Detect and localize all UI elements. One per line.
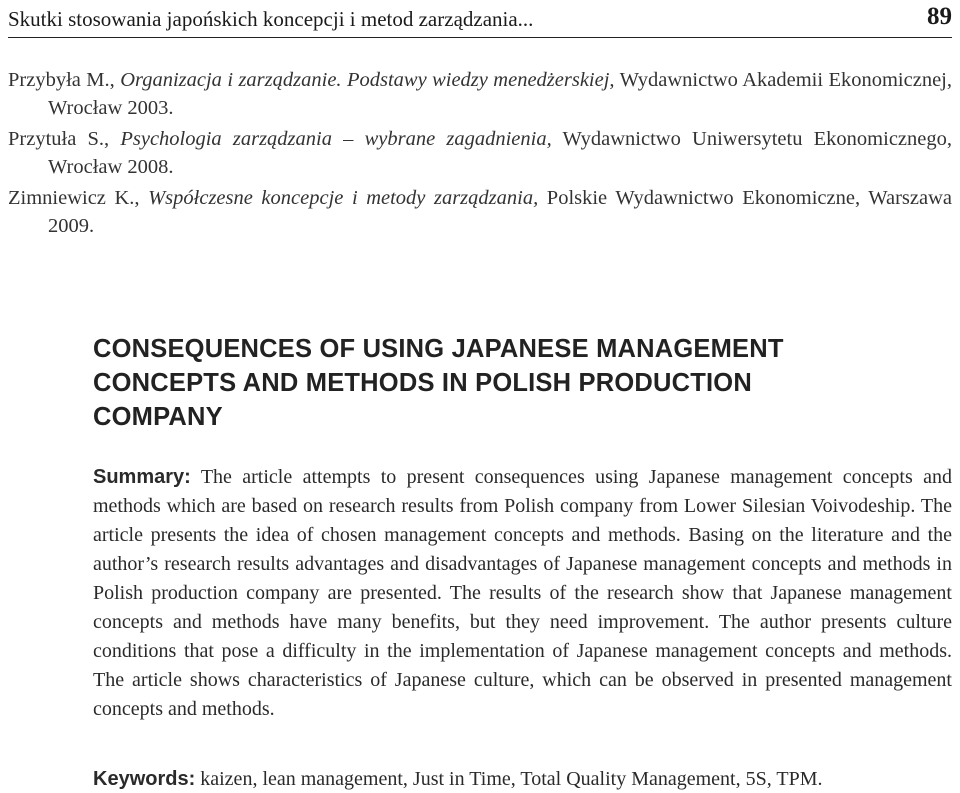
running-title: Skutki stosowania japońskich koncepcji i metod zarządzania...	[8, 7, 534, 31]
summary-paragraph	[93, 463, 952, 724]
reference-list	[8, 66, 952, 243]
reference-title: Współczesne koncepcje i metody zarządzania,	[148, 187, 539, 209]
reference-publisher: Wydawnictwo Uniwersytetu Ekonomicznego, Wrocław 2008.	[48, 128, 952, 178]
summary-text: The article attempts to present consequences using Japanese management concepts and methods which are based on research results from Polish company from Lower Silesian Voivodeship. The article presents the idea of chosen management concepts and methods. Basing on the literature and the author’s research results advantages and disadvantages of Japanese management concepts and methods in Polish production company are presented. The results of the research show that Japanese management concepts and methods have many benefits, but they need improvement. The author presents culture conditions that pose a difficulty in the implementation of Japanese management concepts and methods. The article shows characteristics of Japanese culture, which can be observed in presented management concepts and methods.	[93, 466, 952, 720]
page-header	[8, 4, 952, 34]
reference-author: Zimniewicz K.,	[8, 187, 149, 209]
article-title-line: COMPANY	[93, 403, 223, 431]
reference-title: Organizacja i zarządzanie. Podstawy wiedzy menedżerskiej,	[120, 69, 615, 91]
reference-item	[8, 66, 952, 122]
reference-item	[8, 184, 952, 240]
reference-author: Przytuła S.,	[8, 128, 121, 150]
reference-title: Psychologia zarządzania – wybrane zagadnienia,	[120, 128, 552, 150]
summary-label: Summary:	[93, 466, 191, 488]
article-title-line: CONCEPTS AND METHODS IN POLISH PRODUCTION	[93, 369, 752, 397]
keywords-text: kaizen, lean management, Just in Time, Total Quality Management, 5S, TPM.	[195, 768, 823, 790]
reference-item	[8, 125, 952, 181]
article-title-line: CONSEQUENCES OF USING JAPANESE MANAGEMENT	[93, 335, 784, 363]
keywords-line	[93, 765, 952, 793]
article-title	[93, 332, 863, 434]
reference-author: Przybyła M.,	[8, 69, 121, 91]
keywords-label: Keywords:	[93, 768, 196, 790]
reference-publisher: Wydawnictwo Akademii Ekonomicznej, Wrocław 2003.	[48, 69, 952, 119]
page-number: 89	[927, 3, 952, 30]
reference-publisher: Polskie Wydawnictwo Ekonomiczne, Warszawa 2009.	[48, 187, 952, 237]
header-rule	[8, 37, 952, 38]
